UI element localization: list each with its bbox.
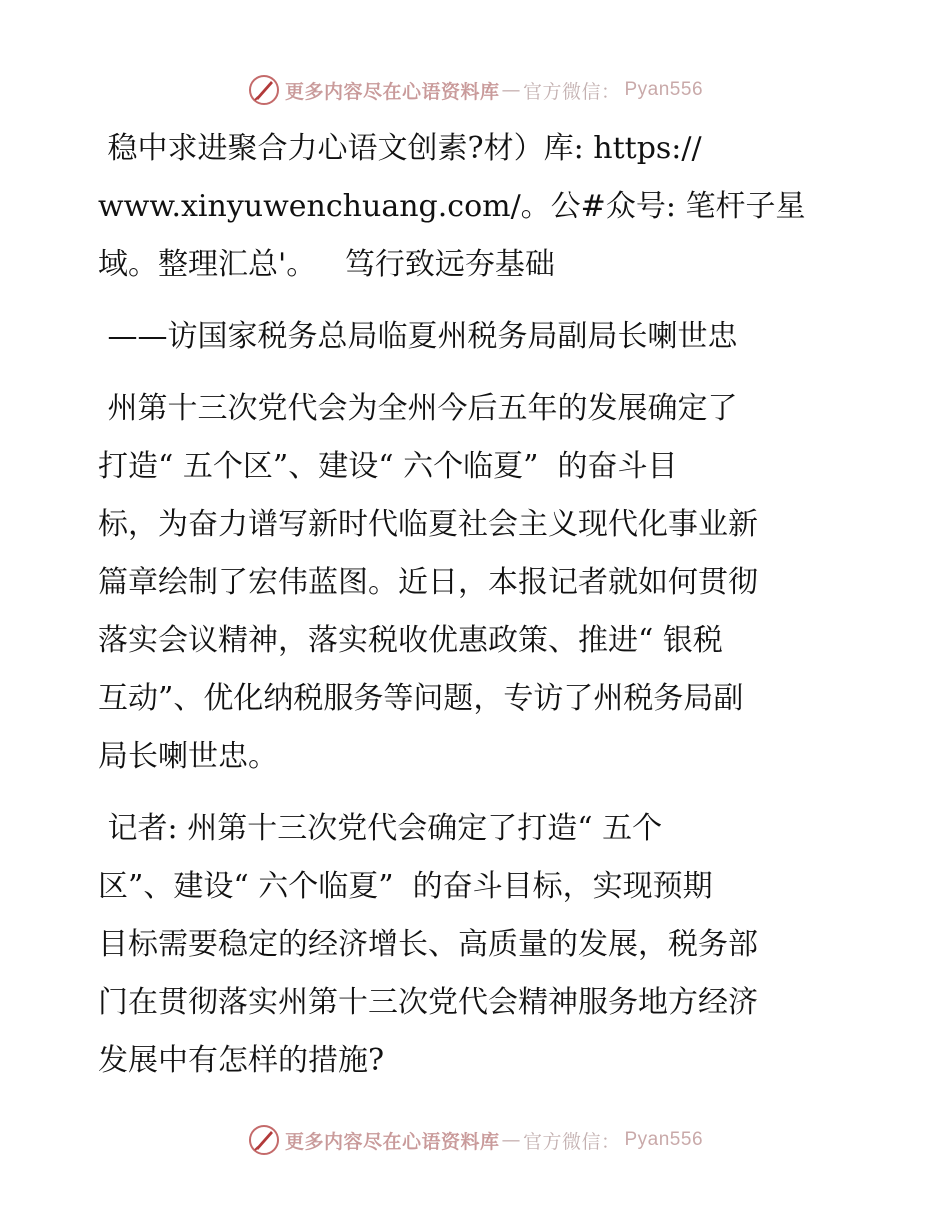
paragraph-1-line-6: 互动”、优化纳税服务等问题，专访了州税务局副	[98, 681, 744, 716]
watermark-id: Pyan556	[624, 1129, 704, 1150]
paragraph-1-line-5: 落实会议精神，落实税收优惠政策、推进“ 银税	[98, 623, 723, 658]
paragraph-1-line-3: 标，为奋力谱写新时代临夏社会主义现代化事业新	[98, 507, 758, 542]
paragraph-2-line-1: 记者: 州第十三次党代会确定了打造“ 五个	[98, 811, 663, 846]
paragraph-2-line-2: 区”、建设“ 六个临夏” 的奋斗目标，实现预期	[98, 869, 713, 904]
paragraph-2-line-4: 门在贯彻落实州第十三次党代会精神服务地方经济	[98, 985, 758, 1020]
watermark-dash: —	[501, 1129, 521, 1151]
paragraph-1-line-2: 打造“ 五个区”、建设“ 六个临夏” 的奋斗目	[98, 449, 678, 484]
paragraph-1-line-1: 州第十三次党代会为全州今后五年的发展确定了	[98, 391, 738, 426]
watermark-label: 官方微信：	[522, 1130, 621, 1153]
feather-pen-logo-icon	[247, 1123, 281, 1157]
paragraph-2-line-3: 目标需要稳定的经济增长、高质量的发展，税务部	[98, 927, 758, 962]
header-line-1: 稳中求进聚合力心语文创素?材）库: https://	[98, 131, 702, 166]
header-line-3: 域。整理汇总'。 笃行致远夯基础	[98, 247, 555, 282]
paragraph-2-line-5: 发展中有怎样的措施?	[98, 1043, 385, 1078]
paragraph-1-line-7: 局长喇世忠。	[98, 739, 278, 774]
feather-pen-logo-icon	[247, 73, 281, 107]
article-body	[98, 120, 858, 1090]
watermark-label: 官方微信：	[522, 80, 621, 103]
header-line-2: www.xinyuwenchuang.com/。公#众号: 笔杆子星	[98, 189, 806, 224]
watermark-footer	[0, 1122, 950, 1158]
watermark-brand: 更多内容尽在心语资料库	[284, 1130, 500, 1153]
watermark-dash: —	[501, 79, 521, 101]
article-subtitle: ——访国家税务总局临夏州税务局副局长喇世忠	[98, 319, 738, 354]
watermark-brand: 更多内容尽在心语资料库	[284, 80, 500, 103]
watermark-id: Pyan556	[624, 79, 704, 100]
paragraph-1-line-4: 篇章绘制了宏伟蓝图。近日，本报记者就如何贯彻	[98, 565, 758, 600]
watermark-header	[0, 72, 950, 108]
